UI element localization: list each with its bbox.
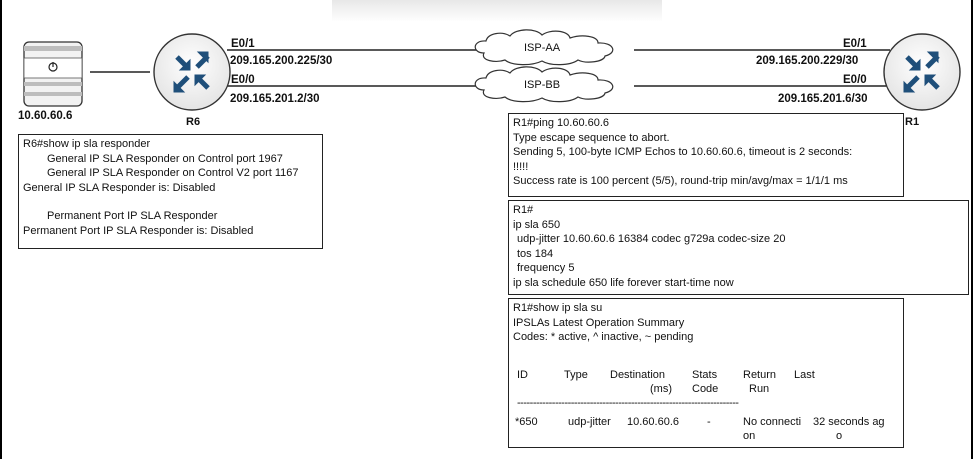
cli-line: Type escape sequence to abort. xyxy=(513,131,670,144)
table-separator: ---------------------------------------------------------------------- xyxy=(517,397,739,409)
col-header-destination-unit: (ms) xyxy=(650,383,672,395)
r6-cli-output xyxy=(18,134,323,249)
col-header-destination: Destination xyxy=(610,369,666,381)
router-r6-label: R6 xyxy=(186,116,201,128)
cli-line: ip sla 650 xyxy=(513,218,561,231)
router-r1-label: R1 xyxy=(905,116,920,128)
r1-e00-ip-label: 209.165.201.6/30 xyxy=(778,93,868,105)
cli-line: General IP SLA Responder on Control V2 port 1167 xyxy=(47,167,299,180)
row-return: No connecti xyxy=(743,416,802,428)
r1-e01-label: E0/1 xyxy=(843,38,867,50)
r1-config-output xyxy=(508,200,969,295)
top-shadow xyxy=(332,0,662,22)
cloud-isp-aa-label: ISP-AA xyxy=(524,42,561,54)
server-icon xyxy=(24,42,82,106)
cloud-isp-bb-label: ISP-BB xyxy=(524,79,561,91)
row-stats: - xyxy=(707,416,711,428)
router-r1-icon xyxy=(884,34,960,110)
server-ip-label: 10.60.60.6 xyxy=(18,110,73,122)
row-type: udp-jitter xyxy=(568,416,611,428)
col-header-return: Return xyxy=(743,369,777,381)
row-return-cont: on xyxy=(743,430,756,442)
cli-line: R1# xyxy=(513,204,534,216)
r6-e01-label: E0/1 xyxy=(231,38,255,50)
cli-line: Permanent Port IP SLA Responder xyxy=(47,210,218,223)
r6-e01-ip-label: 209.165.200.225/30 xyxy=(230,55,333,67)
col-header-last: Last xyxy=(794,369,815,381)
row-destination: 10.60.60.6 xyxy=(627,416,679,428)
row-id: *650 xyxy=(515,416,538,428)
r1-ping-output xyxy=(508,113,904,197)
cli-line: Success rate is 100 percent (5/5), round-trip min/avg/max = 1/1/1 ms xyxy=(513,175,848,188)
col-header-stats: Stats xyxy=(692,369,718,381)
r1-e00-label: E0/0 xyxy=(843,74,867,86)
cli-line: R6#show ip sla responder xyxy=(23,138,151,150)
r1-e01-ip-label: 209.165.200.229/30 xyxy=(756,55,859,67)
cli-line: R1#show ip sla su xyxy=(513,302,603,314)
cli-line: IPSLAs Latest Operation Summary xyxy=(513,316,685,329)
row-last-cont: o xyxy=(836,430,843,442)
cli-line: Sending 5, 100-byte ICMP Echos to 10.60.60.6, timeout is 2 seconds: xyxy=(513,146,853,159)
router-r6-icon xyxy=(154,34,230,110)
row-last: 32 seconds ag xyxy=(813,416,885,428)
cli-line: Codes: * active, ^ inactive, ~ pending xyxy=(513,331,694,344)
cli-line: Permanent Port IP SLA Responder is: Disabled xyxy=(23,224,254,237)
cli-line: General IP SLA Responder is: Disabled xyxy=(23,181,216,194)
cli-line: tos 184 xyxy=(517,247,554,260)
col-header-return-run: Run xyxy=(749,383,770,395)
col-header-stats-code: Code xyxy=(692,383,719,395)
cli-line: !!!!! xyxy=(513,160,529,173)
cli-line: udp-jitter 10.60.60.6 16384 codec g729a codec-size 20 xyxy=(517,233,786,246)
cli-line: General IP SLA Responder on Control port 1967 xyxy=(47,152,283,165)
r6-e00-ip-label: 209.165.201.2/30 xyxy=(230,93,320,105)
cli-line: ip sla schedule 650 life forever start-time now xyxy=(513,276,734,289)
cli-line: R1#ping 10.60.60.6 xyxy=(513,117,610,129)
cli-line: frequency 5 xyxy=(517,262,575,275)
network-diagram xyxy=(2,0,971,459)
r6-e00-label: E0/0 xyxy=(231,74,255,86)
col-header-type: Type xyxy=(564,369,588,381)
cli-blank-line xyxy=(23,195,318,209)
col-header-id: ID xyxy=(517,369,528,381)
